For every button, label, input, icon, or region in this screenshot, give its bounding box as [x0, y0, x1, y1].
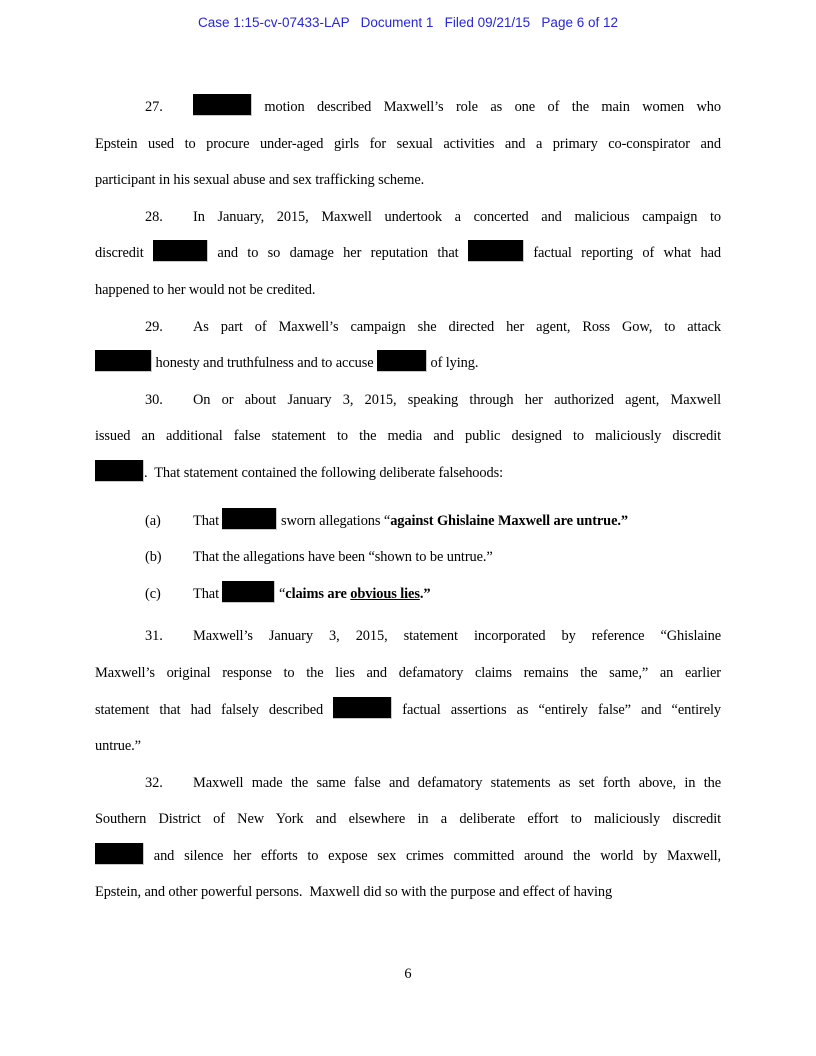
text-line [95, 345, 721, 382]
text-segment: happened to her would not be credited. [95, 281, 316, 298]
redaction-box [333, 697, 392, 719]
redaction-box [222, 508, 277, 530]
paragraph-27 [95, 89, 721, 199]
text-line [95, 199, 721, 236]
text-line [95, 418, 721, 455]
text-segment: . That statement contained the following deliberate falsehoods: [144, 464, 503, 481]
text-line [95, 309, 721, 346]
text-line [95, 235, 721, 272]
paragraph-28 [95, 199, 721, 309]
text-line [95, 765, 721, 802]
text-line [95, 89, 721, 126]
text-segment: of lying. [427, 355, 479, 372]
text-segment: Epstein, and other powerful persons. Maxwell did so with the purpose and effect of having [95, 884, 613, 901]
text-segment: As part of Maxwell’s campaign she directed her agent, Ross Gow, to attack [193, 318, 721, 335]
paragraph-31 [95, 618, 721, 764]
text-segment: untrue.” [95, 738, 141, 755]
text-line [95, 272, 721, 309]
text-segment: Maxwell made the same false and defamatory statements as set forth above, in the [193, 774, 721, 791]
text-segment: motion described Maxwell’s role as one of the main women who [252, 99, 721, 115]
text-line [95, 838, 721, 875]
paragraph-number: (c) [145, 585, 161, 602]
text-segment: sworn allegations “ [277, 512, 391, 529]
text-line [95, 874, 721, 911]
text-segment: That [193, 512, 223, 529]
page-number: 6 [404, 966, 412, 982]
text-segment: factual reporting of what had [523, 245, 721, 262]
subparagraphs-a-b-c [95, 503, 721, 613]
text-segment: Epstein used to procure under-aged girls for sexual activities and a primary co-conspirator and [95, 135, 721, 152]
text-segment: obvious lies [350, 585, 420, 602]
paragraph-number: 31. [145, 628, 163, 645]
text-line [95, 801, 721, 838]
text-segment: That the allegations have been “shown to be untrue.” [193, 549, 493, 566]
paragraph-30 [95, 382, 721, 492]
text-segment: issued an additional false statement to the media and public designed to maliciously discredit [95, 428, 721, 445]
text-segment: claims are [285, 585, 351, 602]
text-segment: participant in his sexual abuse and sex trafficking scheme. [95, 172, 425, 189]
text-segment: Southern District of New York and elsewhere in a deliberate effort to maliciously discredit [95, 811, 721, 828]
text-segment: factual assertions as “entirely false” and “entirely [392, 701, 721, 718]
text-segment: In January, 2015, Maxwell undertook a concerted and malicious campaign to [193, 208, 721, 225]
text-segment: and to so damage her reputation that [208, 245, 468, 262]
paragraph-number: 29. [145, 318, 163, 335]
text-line [95, 455, 721, 492]
paragraph-number: (a) [145, 512, 161, 529]
text-line [95, 162, 721, 199]
paragraph-number: (b) [145, 549, 162, 566]
text-line [95, 539, 721, 576]
redaction-box [468, 240, 524, 262]
text-line [95, 692, 721, 729]
text-segment: That [193, 585, 223, 602]
redaction-box [95, 350, 152, 372]
text-segment: discredit [95, 245, 154, 262]
text-segment: honesty and truthfulness and to accuse [152, 355, 377, 372]
text-line [95, 728, 721, 765]
paragraph-number: 28. [145, 208, 163, 225]
text-segment: Maxwell’s original response to the lies and defamatory claims remains the same,” an earlier [95, 664, 721, 681]
paragraph-29 [95, 309, 721, 382]
text-segment: .” [419, 585, 431, 602]
text-line [95, 382, 721, 419]
text-segment: and silence her efforts to expose sex crimes committed around the world by Maxwell, [144, 847, 721, 864]
redaction-box [95, 843, 144, 865]
text-segment: against Ghislaine Maxwell are untrue.” [390, 512, 628, 529]
paragraph-number: 32. [145, 774, 163, 791]
text-segment: Maxwell’s January 3, 2015, statement incorporated by reference “Ghislaine [193, 628, 721, 645]
text-segment: statement that had falsely described [95, 701, 334, 718]
text-segment: “ [275, 585, 286, 602]
paragraph-32 [95, 765, 721, 911]
text-line [95, 576, 721, 613]
document-body [95, 89, 721, 911]
redaction-box [153, 240, 208, 262]
text-line [95, 655, 721, 692]
case-caption-header: Case 1:15-cv-07433-LAP Document 1 Filed 09/21/15 Page 6 of 12 [197, 15, 618, 30]
redaction-box [95, 460, 144, 482]
paragraph-number: 27. [145, 99, 163, 115]
text-segment: On or about January 3, 2015, speaking through her authorized agent, Maxwell [193, 391, 721, 408]
redaction-box [193, 94, 252, 116]
text-line [95, 618, 721, 655]
paragraph-number: 30. [145, 391, 163, 408]
text-line [95, 126, 721, 163]
text-line [95, 503, 721, 540]
redaction-box [377, 350, 427, 372]
redaction-box [222, 581, 275, 603]
